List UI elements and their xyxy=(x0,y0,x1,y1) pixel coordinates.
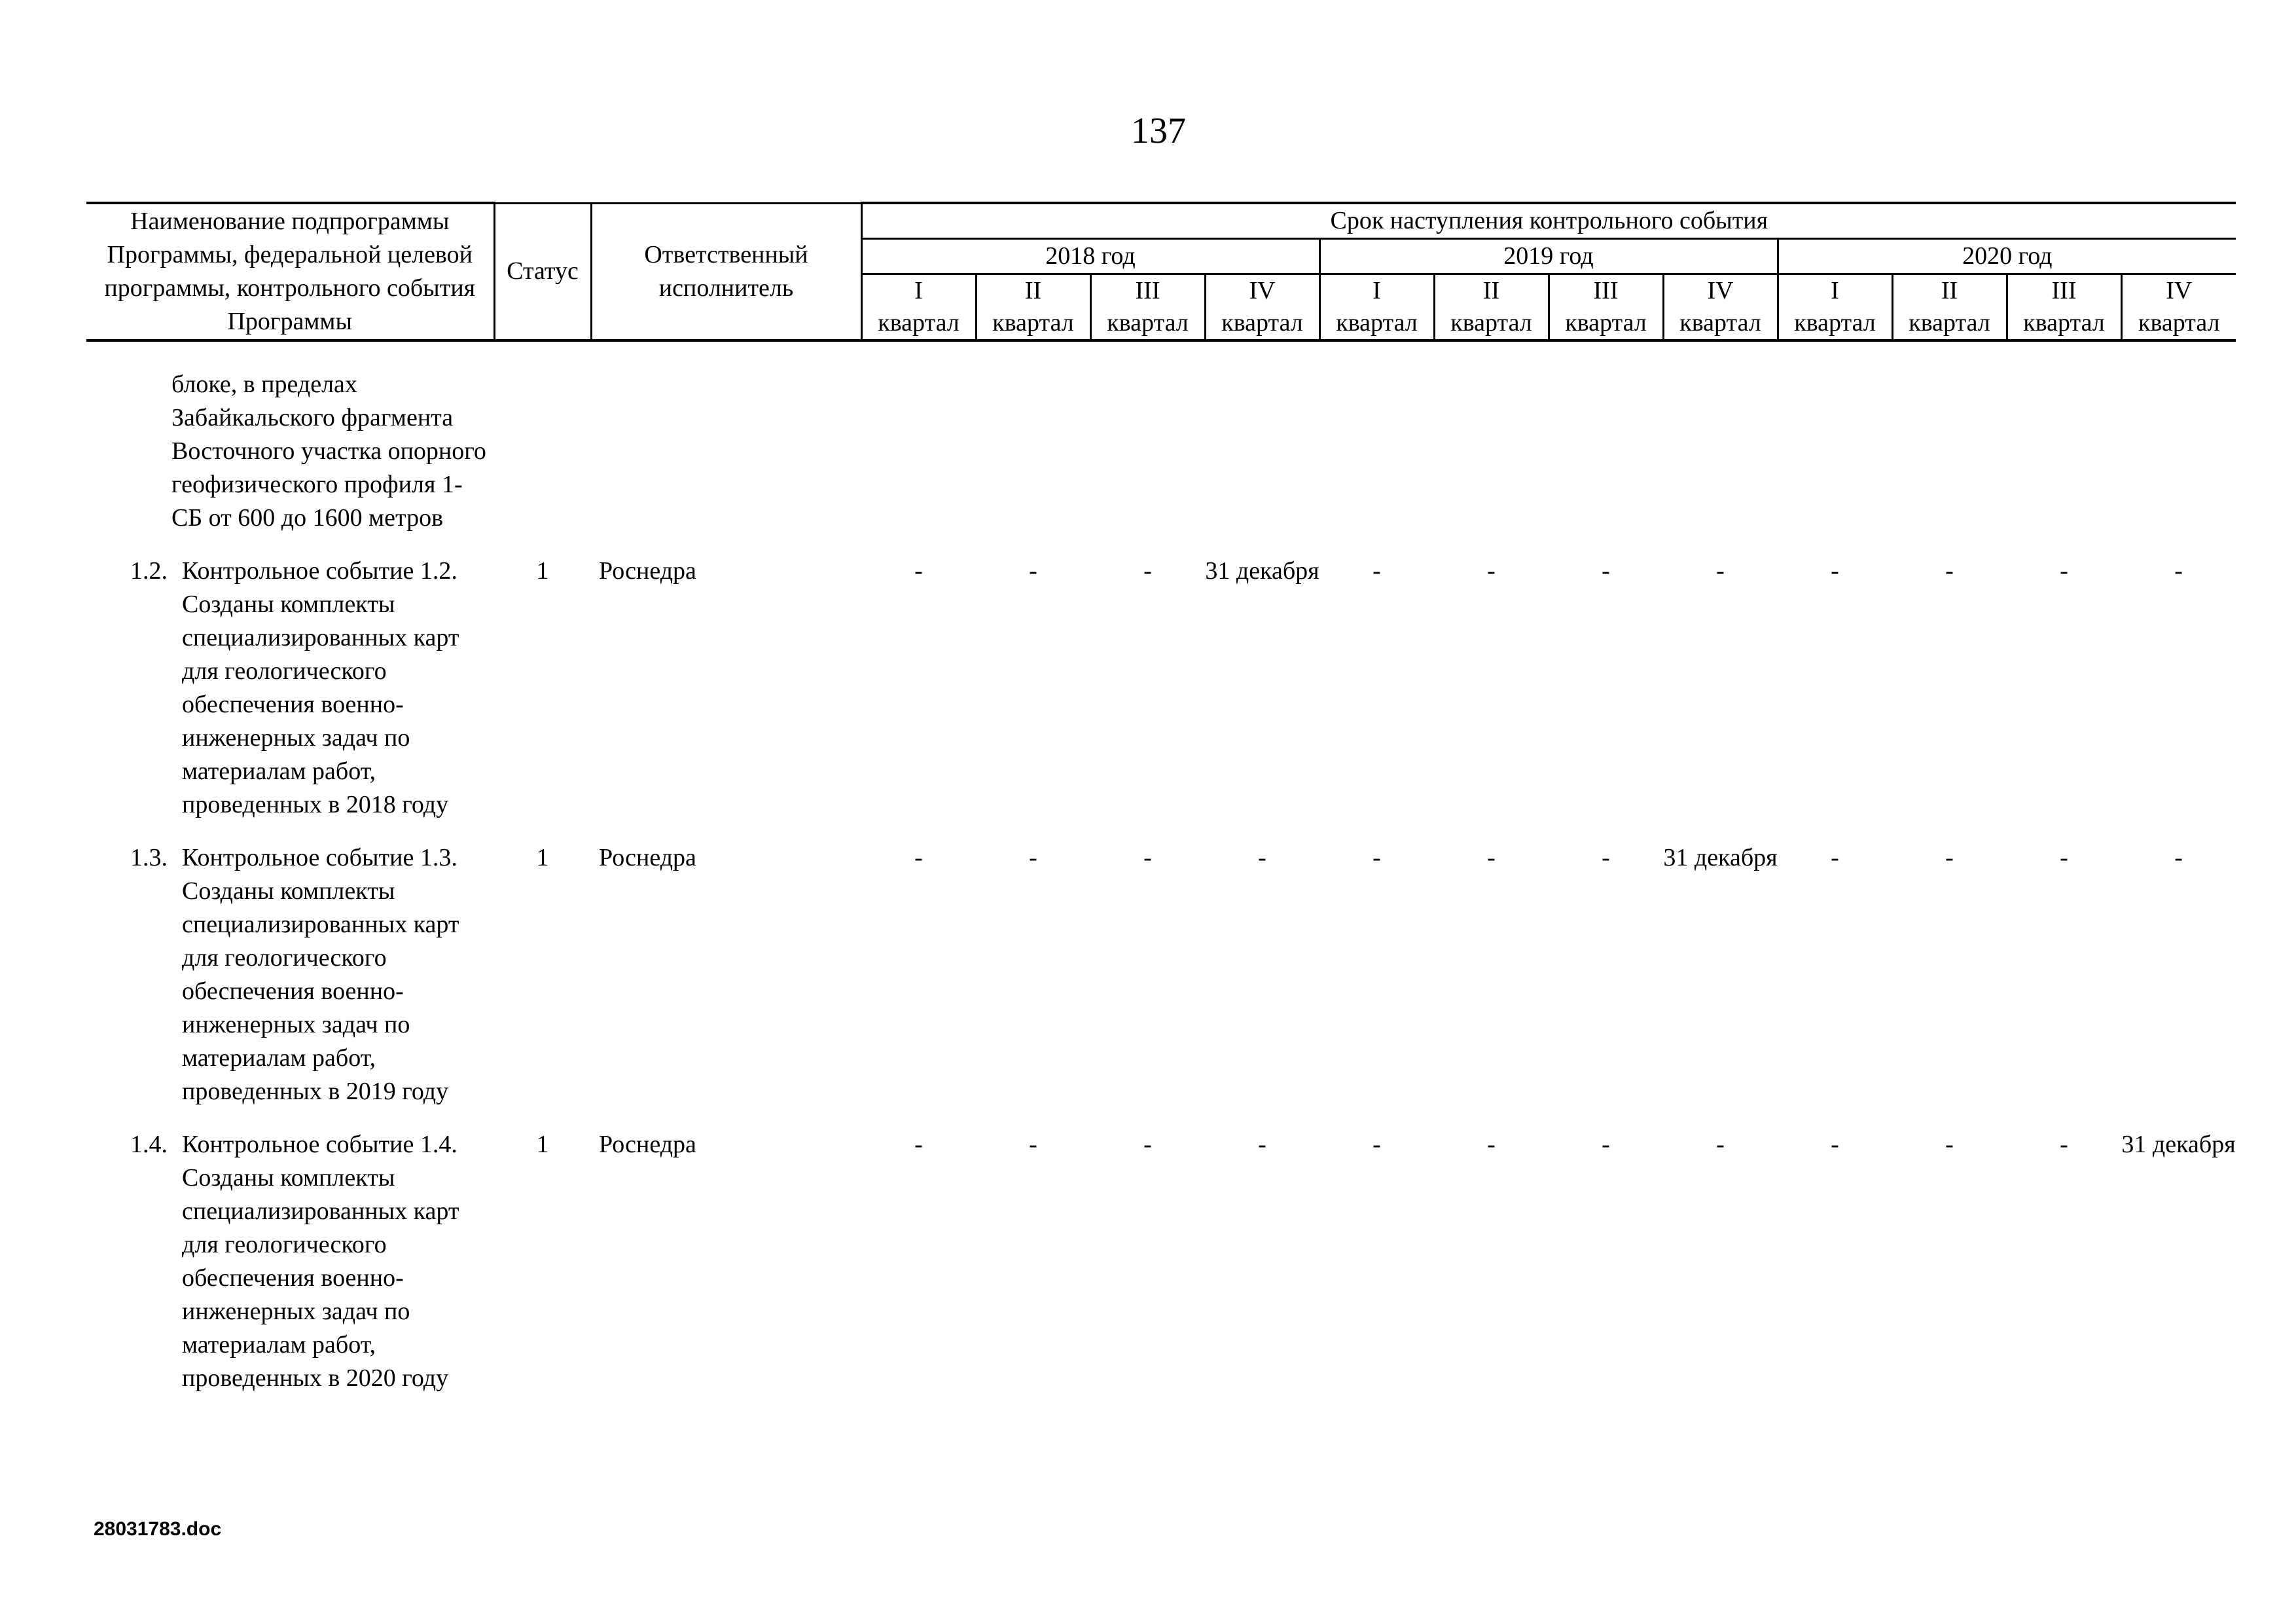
quarter-cell: - xyxy=(1602,844,1610,871)
quarter-cell: - xyxy=(1487,844,1496,871)
row-number: 1.4. xyxy=(130,1131,168,1158)
control-events-table xyxy=(86,202,2236,1415)
quarter-cell: - xyxy=(1143,844,1152,871)
table-row xyxy=(86,1128,2236,1415)
quarter-word: квартал xyxy=(1549,307,1663,340)
quarter-cell: - xyxy=(1487,1131,1496,1158)
quarter-word: квартал xyxy=(1319,307,1434,340)
quarter-word: квартал xyxy=(1205,307,1319,340)
quarter-word: квартал xyxy=(976,307,1090,340)
quarter-numeral: II xyxy=(976,274,1090,308)
quarter-cell: - xyxy=(1602,557,1610,585)
quarter-word: квартал xyxy=(1434,307,1549,340)
quarter-cell: - xyxy=(1945,844,1954,871)
header-name-column: Наименование подпрограммы Программы, федеральной целевой программы, контрольного события Программы xyxy=(86,203,494,340)
event-name: Контрольное событие 1.4. Созданы комплекты специализированных карт для геологического обеспечения военно-инженерных задач по материалам работ, проведенных в 2020 году xyxy=(182,1131,459,1392)
quarter-cell: - xyxy=(1258,1131,1266,1158)
page-number: 137 xyxy=(1131,111,1186,151)
header-status-column: Статус xyxy=(494,203,591,340)
quarter-word: квартал xyxy=(1892,307,2007,340)
event-name: Контрольное событие 1.2. Созданы комплекты специализированных карт для геологического обеспечения военно-инженерных задач по материалам работ, проведенных в 2018 году xyxy=(182,557,459,818)
quarter-cell: - xyxy=(914,557,923,585)
quarter-cell: - xyxy=(1945,1131,1954,1158)
quarter-cell: - xyxy=(1831,1131,1839,1158)
quarter-cell: - xyxy=(1716,1131,1725,1158)
quarter-cell: - xyxy=(1372,1131,1381,1158)
quarter-cell: - xyxy=(1945,557,1954,585)
quarter-cell: - xyxy=(2060,557,2068,585)
quarter-numeral: IV xyxy=(2121,274,2236,308)
quarter-numeral: IV xyxy=(1205,274,1319,308)
status-value: 1 xyxy=(536,844,549,871)
header-year-2018: 2018 год xyxy=(861,239,1319,274)
quarter-cell: - xyxy=(2060,844,2068,871)
quarter-numeral: II xyxy=(1434,274,1549,308)
status-value: 1 xyxy=(536,1131,549,1158)
header-year-2019: 2019 год xyxy=(1319,239,1778,274)
quarter-cell: - xyxy=(2174,557,2183,585)
event-name: Контрольное событие 1.3. Созданы комплекты специализированных карт для геологического обеспечения военно-инженерных задач по материалам работ, проведенных в 2019 году xyxy=(182,844,459,1105)
quarter-word: квартал xyxy=(2007,307,2121,340)
quarter-numeral: I xyxy=(1319,274,1434,308)
quarter-cell: - xyxy=(914,1131,923,1158)
table-row xyxy=(86,555,2236,841)
quarter-word: квартал xyxy=(861,307,976,340)
header-deadline: Срок наступления контрольного события xyxy=(861,203,2236,239)
quarter-word: квартал xyxy=(1778,307,1892,340)
executor-value: Роснедра xyxy=(599,844,696,871)
quarter-cell: - xyxy=(1487,557,1496,585)
continuation-text: блоке, в пределах Забайкальского фрагмента Восточного участка опорного геофизического профиля 1-СБ от 600 до 1600 метров xyxy=(171,371,486,532)
quarter-numeral: II xyxy=(1892,274,2007,308)
quarter-cell: 31 декабря xyxy=(2121,1131,2236,1158)
quarter-cell: - xyxy=(1831,844,1839,871)
document-filename: 28031783.doc xyxy=(94,1518,222,1540)
quarter-numeral: III xyxy=(1090,274,1205,308)
quarter-cell: - xyxy=(1143,557,1152,585)
quarter-cell: - xyxy=(2174,844,2183,871)
quarter-word: квартал xyxy=(2121,307,2236,340)
quarter-cell: - xyxy=(1258,844,1266,871)
table-row-continuation xyxy=(86,368,2236,555)
quarter-cell: - xyxy=(1029,557,1037,585)
quarter-numeral: I xyxy=(861,274,976,308)
row-number: 1.3. xyxy=(130,844,168,871)
quarter-cell: - xyxy=(1029,844,1037,871)
quarter-numeral: III xyxy=(2007,274,2121,308)
executor-value: Роснедра xyxy=(599,1131,696,1158)
quarter-cell: - xyxy=(914,844,923,871)
quarter-cell: - xyxy=(1831,557,1839,585)
quarter-numeral: I xyxy=(1778,274,1892,308)
status-value: 1 xyxy=(536,557,549,585)
table-row xyxy=(86,841,2236,1128)
quarter-word: квартал xyxy=(1090,307,1205,340)
quarter-cell: - xyxy=(1602,1131,1610,1158)
quarter-cell: - xyxy=(2060,1131,2068,1158)
quarter-numeral: III xyxy=(1549,274,1663,308)
header-executor-column: Ответственный исполнитель xyxy=(591,203,861,340)
quarter-word: квартал xyxy=(1663,307,1778,340)
row-number: 1.2. xyxy=(130,557,168,585)
quarter-cell: - xyxy=(1372,557,1381,585)
quarter-cell: - xyxy=(1029,1131,1037,1158)
quarter-numeral: IV xyxy=(1663,274,1778,308)
quarter-cell: 31 декабря xyxy=(1663,844,1778,871)
quarter-cell: - xyxy=(1716,557,1725,585)
quarter-cell: - xyxy=(1143,1131,1152,1158)
header-year-2020: 2020 год xyxy=(1778,239,2236,274)
quarter-cell: 31 декабря xyxy=(1205,557,1319,585)
executor-value: Роснедра xyxy=(599,557,696,585)
quarter-cell: - xyxy=(1372,844,1381,871)
